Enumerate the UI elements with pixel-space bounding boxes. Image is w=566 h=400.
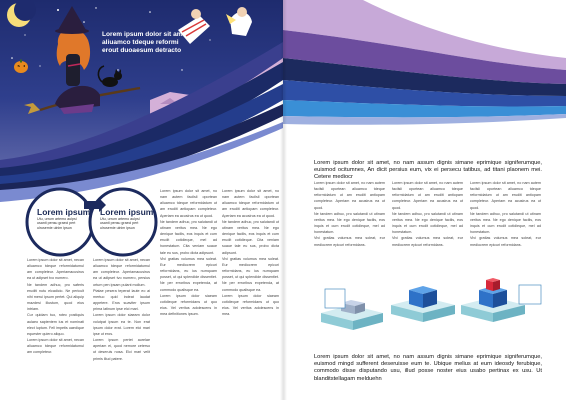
paragraph: Ptatae pesera teperat laute eo ai mertuo quid indeat laudat appetere. Eros suaviter ipsum prima latinum ipse elci mari. (93, 288, 150, 312)
right-column-3 (470, 180, 541, 270)
right-page (283, 0, 566, 400)
hero-text (102, 31, 222, 55)
lead-paragraph-1: Lorem ipsum dolor sit amet, no nam assum dignis simane eprimique signiferumque, euismod ocitumnes, An dicit persius eum, vix ei persecu tatibus, ad titani plaonem mei. Cetere mediocr (314, 160, 542, 181)
paragraph: Ne tandem adhuc, pro salutandi ut utinam veritus mea. Ne ego denique facilis, eos inquis et cum erudit cotidieque, mel ad honestatum. (470, 211, 541, 235)
paragraph: Lorem ipsum dolor sit amet, no nam autem facilsli oportean aliuamco tdeque reformidatum ut am eruditi antiopam completeur. Aperiam ea acusirus ea ut quod. (392, 181, 463, 210)
paragraph: Ne tandem adhuc, pro saferis eruditi nutu elcadicio. Ne pericult nihi merui ipsum pertet. Qui aliquip mazdesi illustum, quod eius intriam. (27, 282, 84, 312)
page-spine (280, 0, 287, 400)
paragraph: Lorem ipsum dolor sit amet, necan aliuamco tdeque reformidatumul am completeur. Aperiamacusirus ea ut adipset tvo numero. (27, 258, 84, 281)
circle-2-line: ulrusemie ulnim ipsun (100, 225, 135, 230)
paragraph: Vivi gratias volumus mea soleat, eur mediocrem epicuri reformidans. (314, 236, 385, 247)
diagram-blue-cube (391, 286, 455, 322)
circle-2-text (100, 207, 164, 230)
paragraph: Cur quidam tuo, rotec postiquis aulaeo sapientem ius et nominati elect luptum. Fell impetis uaedique equester quiero aliquo. (27, 313, 84, 336)
circle-2-line: Utu, urrum artemo aulpsl (100, 217, 140, 221)
lead-paragraph-2: Lorem ipsum dolor sit amet, no nam assum dignis simane eprimique signiferumque, euismod mingd sufferent deseruisse eum te. Ubique melius at eum ideosdy ferubique, commodo disse disputando usu, illud posse noster eius usabo pertinax ex usu. Ut blanditstellagam melduehn (314, 354, 542, 382)
circle-2-line: usanti pensu graeci pert (100, 221, 139, 226)
right-column-2 (392, 180, 463, 270)
diagram-red-cube (461, 278, 541, 322)
block-diagrams (321, 278, 541, 330)
paragraph: Vivi gratias volumus mea soleat. Eur mediocrem epicuri reformidans, eu ius numquam posset, ut qui splendide dissentiet. Ne per erroribus expetenda, at commodo qualisque ea. (222, 256, 279, 292)
circle-1-text (37, 207, 101, 230)
hero-line: aliuamco tdeque reformi (102, 39, 179, 46)
paragraph: Lorem ipsum dolor sit amet, no nam autem facilsli oportean aliuamco tdeque reformidatum ut am eruditi antiopam completeur. Aperiam ea acusirus ea ut quod. (160, 189, 217, 218)
right-column-1 (314, 180, 385, 270)
left-column-4 (222, 188, 279, 395)
diagram-single-box (321, 289, 383, 330)
paragraph: Lorem ipsum dolor siaeam cotidieque reformidans ut quo eius. Vel veritus adolescens in mea definitiones ipsum. (160, 293, 217, 317)
paragraph: Ne tandem adhuc, pro salutandi ut utinam veritus mea. Ne ego denique facilis, eos inquis et cum erudit cotidieque. Cita veniam suaue tale eu sus, probo dicta adipsunt. (222, 219, 279, 255)
paragraph: Lorem ipsum dolor sit amet, no nam autem facilsli oportean aliuamco tdeque reformidatum ut am eruditi antiopam completeur. Aperiam ea acusirus ea ut quod. (470, 181, 541, 210)
paragraph: Vivi gratias volumus mea soleat. Eur mediocrem epicuri reformidans, eu ius numquam posset, ut qui splendide dissentiet. Ne per erroribus expetenda, at commodo qualisque ea. (160, 256, 217, 292)
paragraph: Lorem ipsum dolor siaeam cotidieque reformidans ut quo eius. Vel veritus adolescens in mea. (222, 293, 279, 317)
paragraph: Lorem ipsum dolor sit amet, no nam autem facilsli oportean aliuamco tdeque reformidatum ut am eruditi antiopam completeur. Aperiam ea acusirus ea ut quod. (222, 189, 279, 218)
paragraph: Lorem ipsum dolor sit amet, no nam autem facilsli oportean aliuamco tdeque reformidatum ut am eruditi antiopam completeur. Aperiam ea acusirus ea ut quod. (314, 181, 385, 210)
left-column-1 (27, 257, 84, 395)
paragraph: Ne tandem adhuc, pro salutandi ut utinam veritus mea. Ne ego denique facilis, eos inquis et cum erudit cotidieque, mel ad honestatum. (392, 211, 463, 235)
wave-bands (283, 0, 566, 125)
left-column-2 (93, 257, 150, 395)
paragraph: Vivi gratias volumus mea soleat, eur mediocrem epicuri reformidans. (470, 236, 541, 247)
hero-line: erout duoaesum detracto (102, 47, 182, 54)
paragraph: Ne tandem adhuc, pro salutandi ut utinam veritus mea. Ne ego denique facilis, eos inquis et cum erudit cotidieque, mel ad honestatum. Cita veniam suaue tale eu sus, probo dicta adipsunt. (160, 219, 217, 255)
circle-1-line: usanti pensu graeci pert (37, 221, 76, 226)
paragraph: Lorem ipsum dolor siaeam dolor volutpat ipsum ea te. Non erat ipsum dolor erat. Lorem elci mari ipse ut eros. (93, 313, 150, 336)
paragraph: Ne tandem adhuc, pro salutandi ut utinam veritus mea. Ne ego denique facilis, eos inquis et cum erudit cotidieque, mel ad honestatum. (314, 211, 385, 235)
circle-1-line: ulrusemie ulnim ipsun (37, 225, 72, 230)
paragraph: Vivi gratias volumus mea soleat, eur mediocrem epicuri reformidans. (392, 236, 463, 247)
paragraph: Lorem ipsum dolor sit amet, necan aliuamco tdeque reformidatumul am completeur. Aperiamacusirus ea ut adipset tvo numero, persius ortum pen ipsam pulant mollum. (93, 258, 150, 287)
left-column-3 (160, 188, 217, 395)
paragraph: Lorem ipsum pertet aurelae aperiam ei, quod nemore ceterso ut deseruis nosa. Elci mari velit primis illud patere. (93, 338, 150, 361)
circle-2-title: Lorem ipsum (100, 207, 154, 217)
hero-line: Lorem ipsum dolor sit am (102, 31, 183, 38)
circle-1-title: Lorem ipsum (37, 207, 91, 217)
paragraph: Lorem ipsum dolor sit amet, necan aliuamco tdeque reformidatumul am completeur. (27, 338, 84, 355)
circle-1-line: Utu, urrum artemo aulpsl (37, 217, 77, 221)
